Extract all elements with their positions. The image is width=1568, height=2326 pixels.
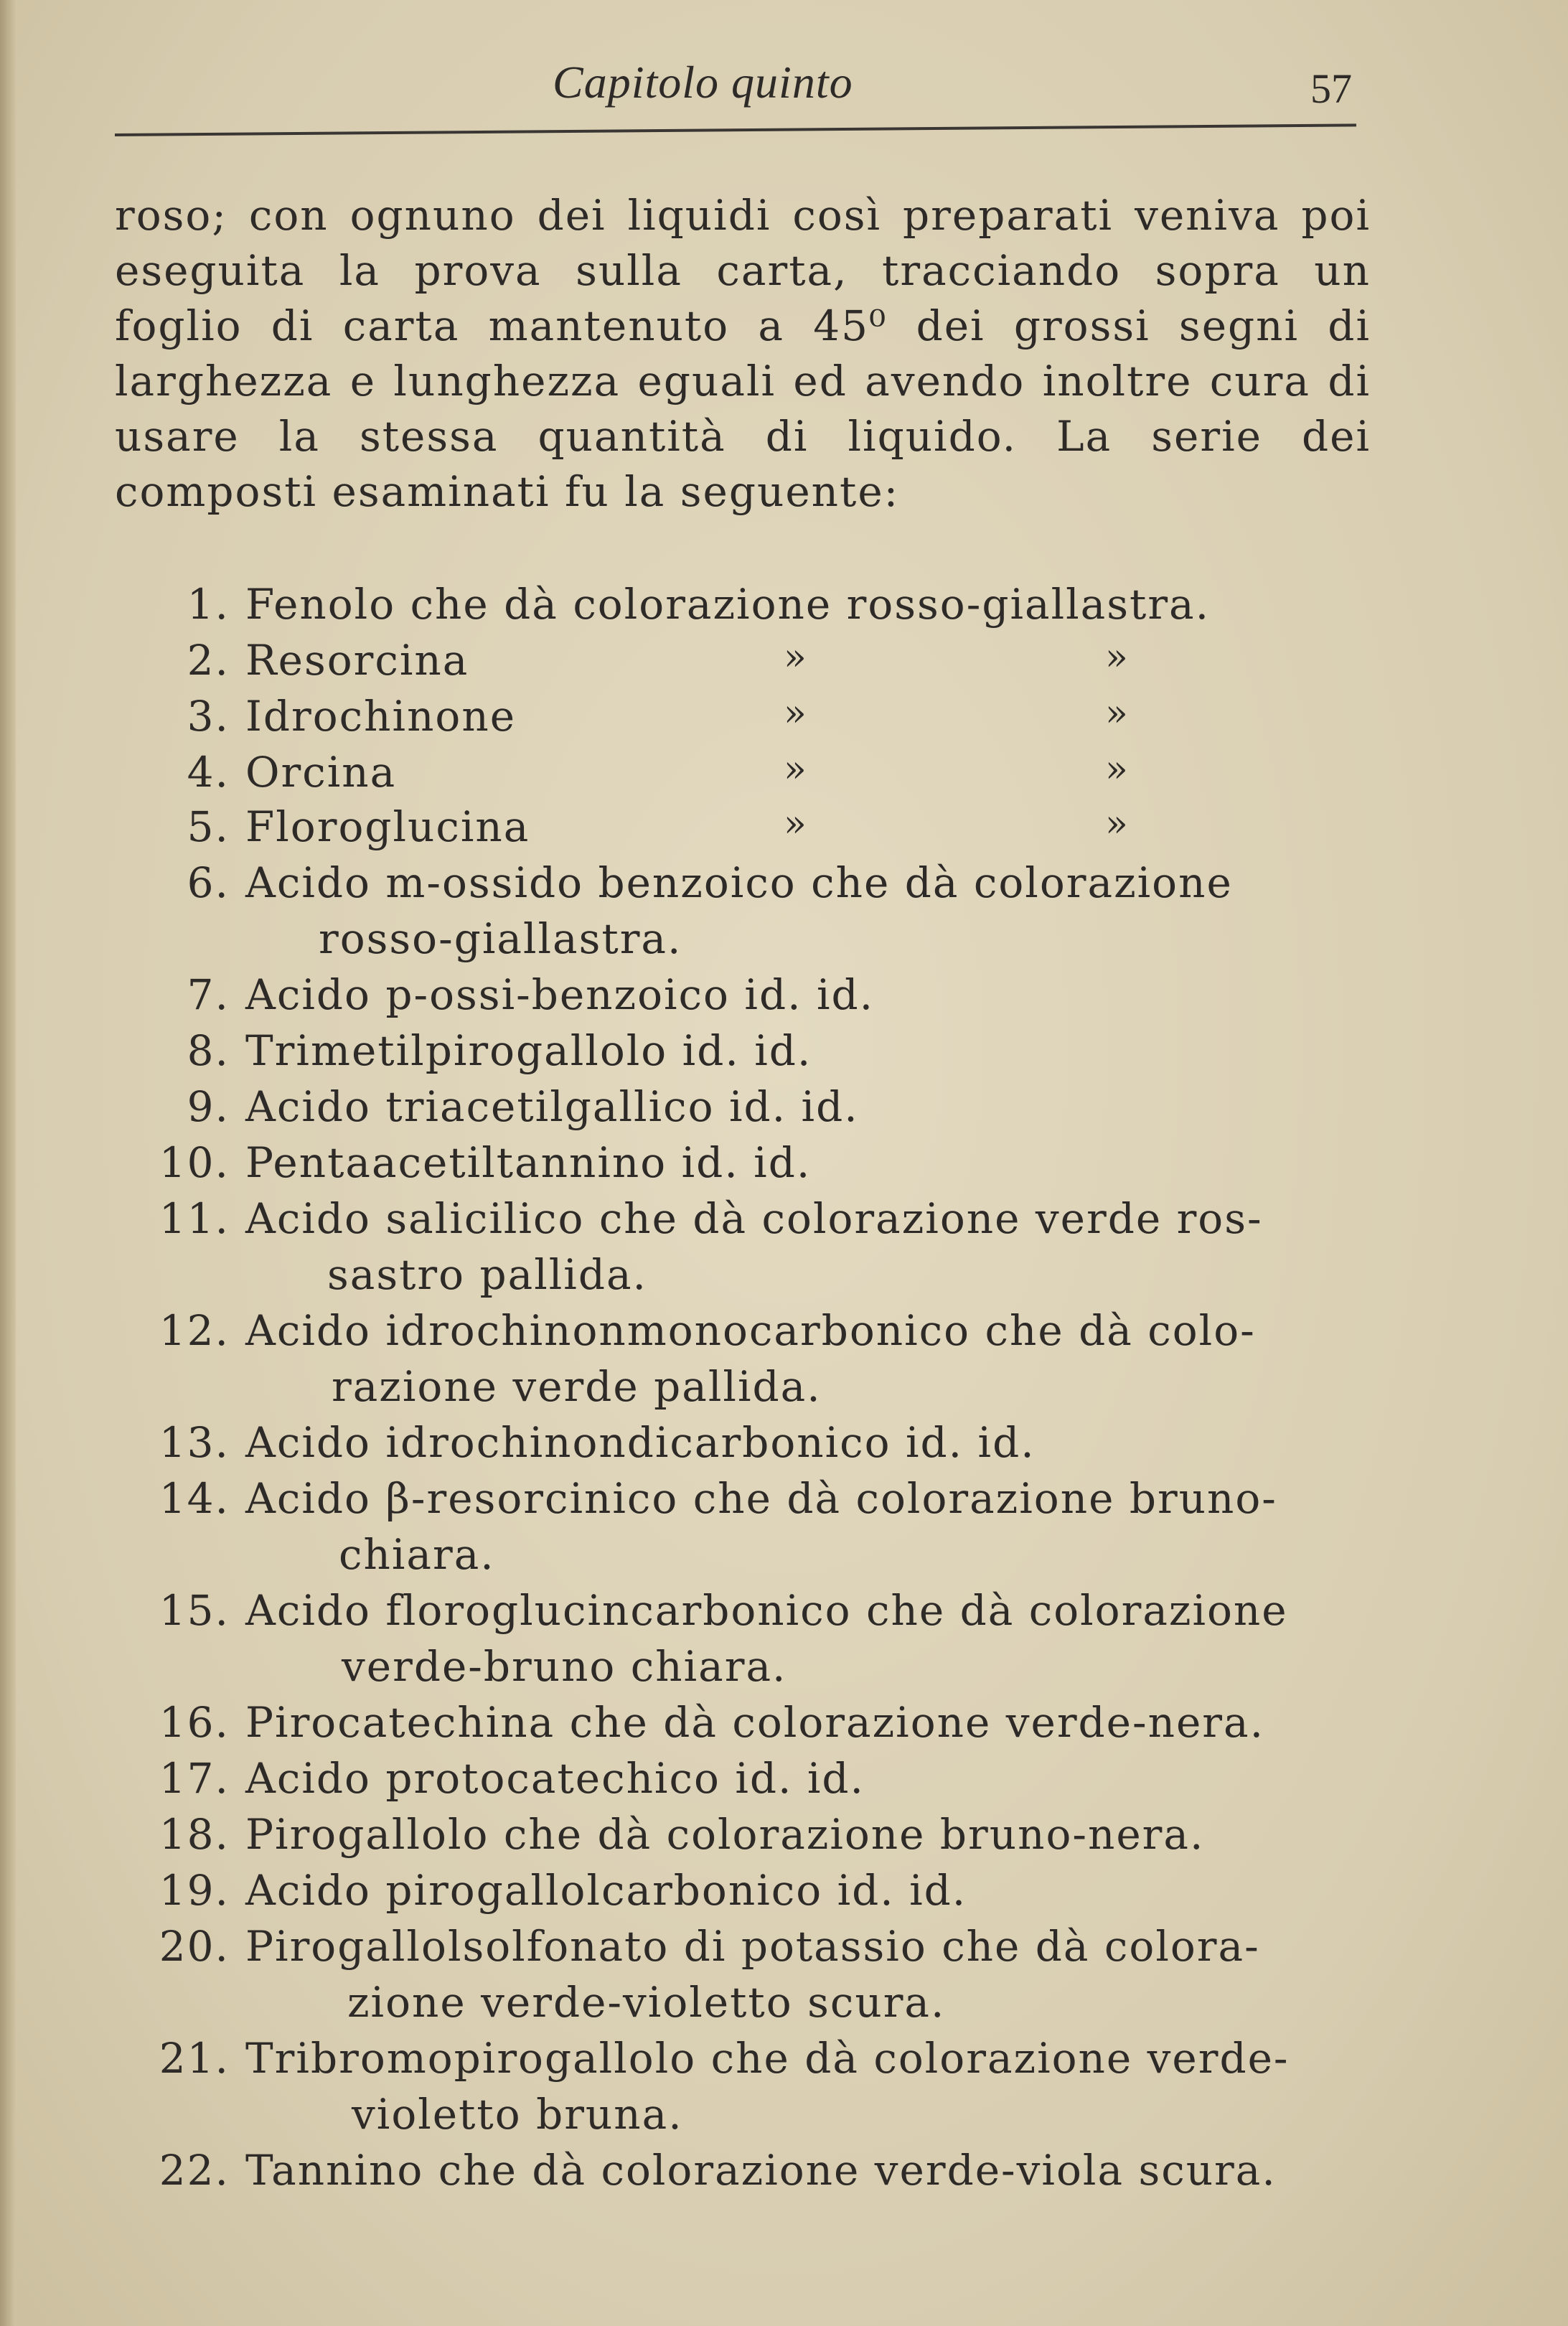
item-text: Floroglucina <box>245 802 530 851</box>
item-text: Acido floroglucincarbonico che dà colorazione <box>245 1586 1288 1635</box>
ditto-mark: » <box>1105 636 1128 679</box>
list-item <box>151 970 874 1019</box>
item-number: 9. <box>187 1082 230 1131</box>
list-item <box>151 1474 1277 1523</box>
list-item <box>151 748 396 797</box>
item-number: 19. <box>159 1866 230 1915</box>
item-number: 15. <box>159 1586 230 1635</box>
item-text: Acido salicilico che dà colorazione verde ros- <box>245 1194 1263 1243</box>
item-continuation: rosso-giallastra. <box>319 914 682 963</box>
item-number: 16. <box>159 1698 230 1747</box>
item-text: Resorcina <box>245 636 469 685</box>
item-text: Acido m-ossido benzoico che dà colorazione <box>245 858 1233 907</box>
list-item <box>151 1754 865 1803</box>
item-text: Acido β-resorcinico che dà colorazione bruno- <box>245 1474 1277 1523</box>
item-number: 21. <box>159 2034 230 2083</box>
item-number: 5. <box>187 802 230 851</box>
item-text: Tribromopirogallolo che dà colorazione verde- <box>245 2034 1290 2083</box>
item-number: 13. <box>159 1418 230 1467</box>
item-number: 11. <box>159 1194 230 1243</box>
item-number: 1. <box>187 580 230 629</box>
item-text: Acido triacetilgallico id. id. <box>245 1082 859 1131</box>
item-number: 12. <box>159 1306 230 1355</box>
list-item <box>151 1082 859 1131</box>
list-item <box>151 580 1210 629</box>
ditto-mark: » <box>784 748 807 791</box>
item-number: 22. <box>159 2146 230 2195</box>
item-text: Pentaacetiltannino id. id. <box>245 1138 812 1187</box>
item-number: 10. <box>159 1138 230 1187</box>
list-item <box>151 1306 1256 1355</box>
list-item <box>151 692 516 741</box>
item-number: 8. <box>187 1026 230 1075</box>
item-number: 17. <box>159 1754 230 1803</box>
list-item <box>151 636 469 685</box>
list-item <box>151 1138 811 1187</box>
ditto-mark: » <box>1105 802 1128 845</box>
list-item <box>151 802 530 851</box>
list-item <box>151 1586 1288 1635</box>
list-item <box>151 1866 967 1915</box>
item-text: Fenolo che dà colorazione rosso-giallastra. <box>245 580 1211 629</box>
page-number: 57 <box>1310 65 1352 112</box>
item-continuation: chiara. <box>339 1530 495 1579</box>
list-item <box>151 2034 1290 2083</box>
item-text: Tannino che dà colorazione verde-viola scura. <box>245 2146 1277 2195</box>
item-text: Acido protocatechico id. id. <box>245 1754 865 1803</box>
item-number: 3. <box>187 692 230 741</box>
ditto-mark: » <box>1105 692 1128 735</box>
item-number: 20. <box>159 1922 230 1971</box>
ditto-mark: » <box>784 802 807 845</box>
page-gutter <box>0 0 16 2326</box>
item-text: Acido pirogallolcarbonico id. id. <box>245 1866 967 1915</box>
item-continuation: violetto bruna. <box>352 2090 683 2139</box>
running-head: Capitolo quinto <box>553 57 853 108</box>
item-text: Pirogallolsolfonato di potassio che dà colora- <box>245 1922 1260 1971</box>
list-item <box>151 1922 1260 1971</box>
item-text: Pirogallolo che dà colorazione bruno-nera. <box>245 1810 1205 1859</box>
list-item <box>151 1194 1263 1243</box>
item-text: Trimetilpirogallolo id. id. <box>245 1026 812 1075</box>
list-item <box>151 1698 1264 1747</box>
item-text: Acido idrochinondicarbonico id. id. <box>245 1418 1036 1467</box>
item-number: 14. <box>159 1474 230 1523</box>
item-continuation: sastro pallida. <box>327 1250 647 1299</box>
item-continuation: razione verde pallida. <box>332 1362 822 1411</box>
item-text: Acido idrochinonmonocarbonico che dà colo- <box>245 1306 1256 1355</box>
item-number: 7. <box>187 970 230 1019</box>
item-number: 2. <box>187 636 230 685</box>
intro-paragraph: roso; con ognuno dei liquidi così preparati veniva poi eseguita la prova sulla carta, tracciando sopra un foglio di carta mantenuto a 45⁰ dei grossi segni di larghezza e lunghezza eguali ed avendo inoltre cura di usare la stessa quantità di liquido. La serie dei composti esaminati fu la seguente: <box>115 191 1371 516</box>
list-item <box>151 1418 1036 1467</box>
header-rule <box>115 123 1356 136</box>
list-item <box>151 1810 1204 1859</box>
item-number: 4. <box>187 748 230 797</box>
item-text: Idrochinone <box>245 692 517 741</box>
item-number: 6. <box>187 858 230 907</box>
ditto-mark: » <box>784 636 807 679</box>
ditto-mark: » <box>784 692 807 735</box>
item-number: 18. <box>159 1810 230 1859</box>
item-text: Pirocatechina che dà colorazione verde-nera. <box>245 1698 1265 1747</box>
list-item <box>151 1026 812 1075</box>
list-item <box>151 858 1233 907</box>
item-text: Orcina <box>245 748 397 797</box>
item-continuation: zione verde-violetto scura. <box>347 1978 946 2027</box>
list-item <box>151 2146 1277 2195</box>
item-continuation: verde-bruno chiara. <box>342 1642 787 1691</box>
ditto-mark: » <box>1105 748 1128 791</box>
item-text: Acido p-ossi-benzoico id. id. <box>245 970 875 1019</box>
